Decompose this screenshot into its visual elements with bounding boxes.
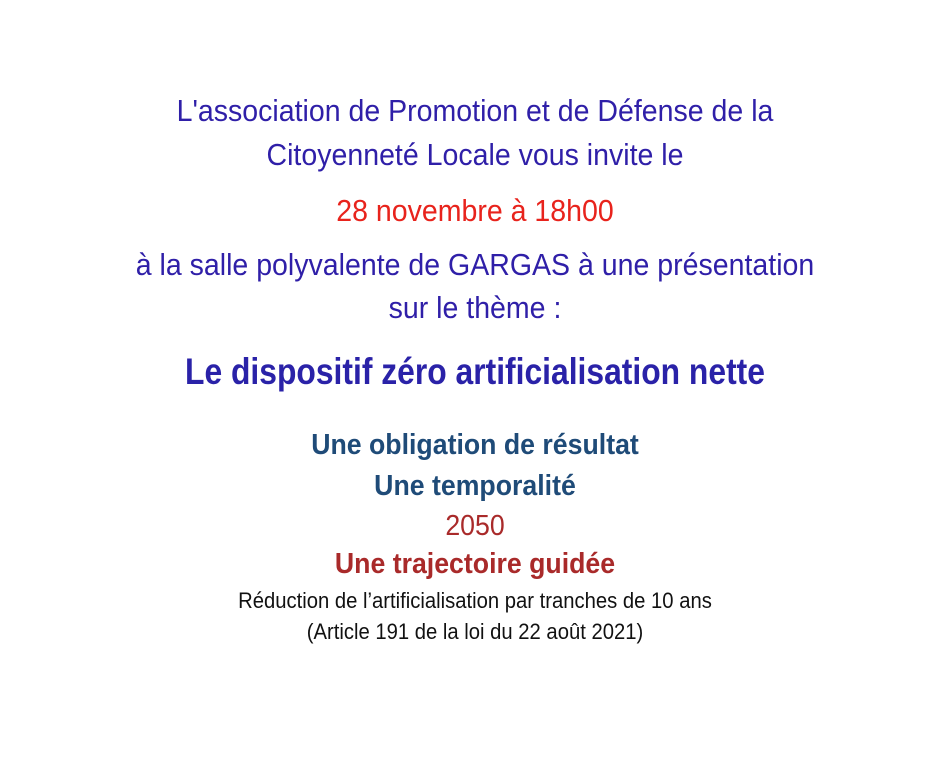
venue-line-2: sur le thème : xyxy=(388,290,562,325)
note-line-1: Réduction de l’artificialisation par tranches de 10 ans xyxy=(238,588,712,613)
target-year: 2050 xyxy=(445,510,505,542)
note-line-2: (Article 191 de la loi du 22 août 2021) xyxy=(306,619,644,644)
point-trajectory: Une trajectoire guidée xyxy=(334,548,616,580)
point-obligation: Une obligation de résultat xyxy=(311,429,639,461)
presentation-headline: Le dispositif zéro artificialisation nette xyxy=(185,351,765,392)
event-date: 28 novembre à 18h00 xyxy=(336,193,614,228)
intro-line-2: Citoyenneté Locale vous invite le xyxy=(266,137,684,172)
point-temporality: Une temporalité xyxy=(374,470,576,502)
venue-line-1: à la salle polyvalente de GARGAS à une présentation xyxy=(135,247,815,282)
intro-line-1: L'association de Promotion et de Défense de la xyxy=(176,93,774,128)
